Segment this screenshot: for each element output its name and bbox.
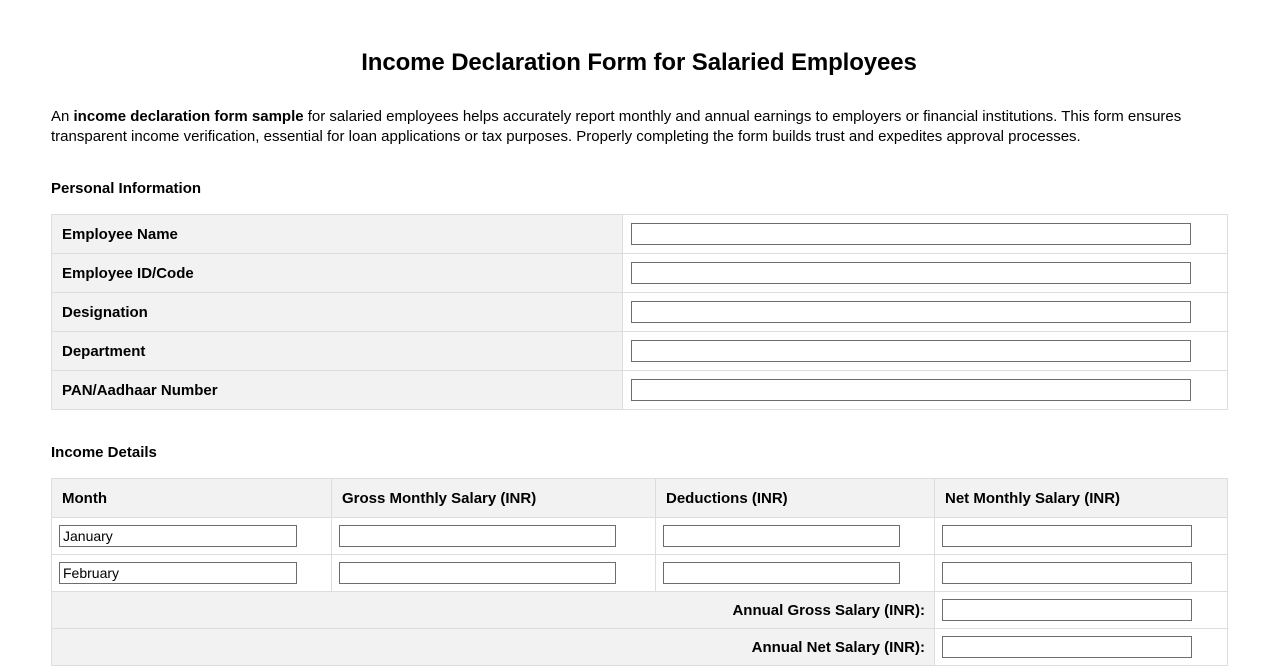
employee-id-input[interactable] <box>631 262 1191 284</box>
table-row-annual-gross <box>52 592 1228 629</box>
designation-input[interactable] <box>631 301 1191 323</box>
column-header-deductions: Deductions (INR) <box>656 479 935 518</box>
personal-information-table <box>51 214 1228 410</box>
personal-information-heading: Personal Information <box>51 180 202 197</box>
intro-rest: for salaried employees helps accurately report monthly and annual earnings to employers or financial institutions. This form ensures transparent income verification, essential for loan applications or tax purposes. Properly completing the form builds trust and expedites approval processes. <box>51 108 1182 145</box>
department-input[interactable] <box>631 340 1191 362</box>
field-cell-employee-name <box>623 215 1228 254</box>
table-row <box>52 371 1228 410</box>
field-label-employee-name: Employee Name <box>52 215 623 254</box>
table-row <box>52 293 1228 332</box>
annual-gross-salary-input[interactable] <box>942 599 1192 621</box>
column-header-gross-monthly-salary: Gross Monthly Salary (INR) <box>332 479 656 518</box>
income-details-table <box>51 478 1228 666</box>
pan-aadhaar-input[interactable] <box>631 379 1191 401</box>
deductions-cell <box>656 518 935 555</box>
net-cell <box>935 518 1228 555</box>
field-cell-employee-id <box>623 254 1228 293</box>
field-label-pan-aadhaar: PAN/Aadhaar Number <box>52 371 623 410</box>
net-cell <box>935 555 1228 592</box>
field-cell-designation <box>623 293 1228 332</box>
table-row <box>52 332 1228 371</box>
annual-net-salary-label: Annual Net Salary (INR): <box>52 629 935 666</box>
page-title: Income Declaration Form for Salaried Employees <box>361 49 917 76</box>
table-row <box>52 518 1228 555</box>
month-input-2[interactable] <box>59 562 297 584</box>
field-label-employee-id: Employee ID/Code <box>52 254 623 293</box>
deductions-input-2[interactable] <box>663 562 900 584</box>
gross-cell <box>332 518 656 555</box>
gross-salary-input-2[interactable] <box>339 562 616 584</box>
intro-lead: An <box>51 108 74 125</box>
table-row-annual-net <box>52 629 1228 666</box>
intro-bold-phrase: income declaration form sample <box>73 108 304 125</box>
column-header-net-monthly-salary: Net Monthly Salary (INR) <box>935 479 1228 518</box>
employee-name-input[interactable] <box>631 223 1191 245</box>
annual-net-salary-input[interactable] <box>942 636 1192 658</box>
income-details-heading: Income Details <box>51 444 157 461</box>
annual-gross-salary-cell <box>935 592 1228 629</box>
annual-net-salary-cell <box>935 629 1228 666</box>
month-input-1[interactable] <box>59 525 297 547</box>
intro-paragraph <box>51 107 1227 146</box>
deductions-input-1[interactable] <box>663 525 900 547</box>
gross-cell <box>332 555 656 592</box>
table-row <box>52 254 1228 293</box>
month-cell <box>52 518 332 555</box>
field-label-designation: Designation <box>52 293 623 332</box>
net-salary-input-1[interactable] <box>942 525 1192 547</box>
field-cell-pan-aadhaar <box>623 371 1228 410</box>
table-row <box>52 215 1228 254</box>
month-cell <box>52 555 332 592</box>
field-cell-department <box>623 332 1228 371</box>
field-label-department: Department <box>52 332 623 371</box>
table-header-row <box>52 479 1228 518</box>
gross-salary-input-1[interactable] <box>339 525 616 547</box>
deductions-cell <box>656 555 935 592</box>
annual-gross-salary-label: Annual Gross Salary (INR): <box>52 592 935 629</box>
column-header-month: Month <box>52 479 332 518</box>
table-row <box>52 555 1228 592</box>
net-salary-input-2[interactable] <box>942 562 1192 584</box>
